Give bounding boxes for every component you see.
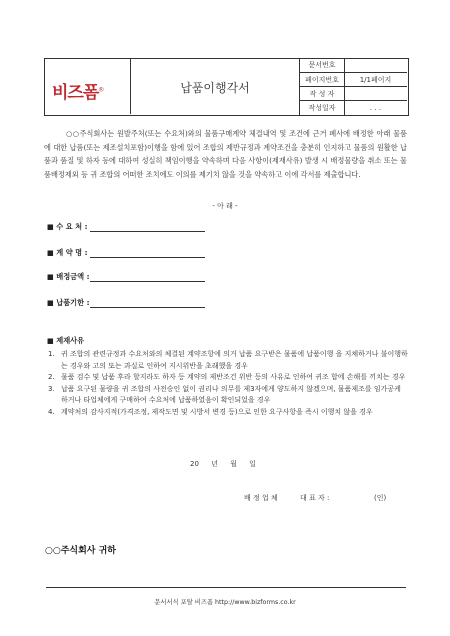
pledge-paragraph: ○○주식회사는 원발주처(또는 수요처)와의 물품구매계약 체결내역 및 조건에 근거 폐사에 배정한 아래 물품에 대한 납품(또는 제조설치포함)이행을 함에 있어 조합의 제반규정과 계약조건을 충분히 인지하고 물품의 원활한 납품과 품질 및 하자 등에 대하여 성실히 책임이행을 약속하며 다음 사항이(제재사유) 발생 시 배정물량을 취소 또는 물품배정제외 등 귀 조합의 어떠한 조치에도 이의를 제기치 않을 것을 약속하고 이에 각서를 제출합니다. [44, 129, 407, 179]
signature-seal: (인) [374, 494, 387, 502]
footer-text: 문서서식 포탈 비즈폼 http://www.bizforms.co.kr [154, 599, 296, 606]
reason-item: 2. 물품 검수 및 납품 후라 할지라도 하자 등 계약의 제반조건 위반 등의 사유로 인하여 귀조 합에 손해를 끼치는 경우 [48, 373, 406, 381]
addressee: ○○주식회사 귀하 [45, 546, 117, 556]
field-line-customer[interactable] [90, 231, 205, 232]
field-label-contract: ■ 계 약 명 : [47, 248, 88, 257]
meta-row-date: 작성일자 . . . [299, 100, 407, 115]
footer-divider [46, 587, 406, 588]
meta-row-author: 작 성 자 [299, 86, 407, 101]
field-label-amount: ■ 배정금액 : [47, 272, 90, 281]
field-line-amount[interactable] [90, 281, 205, 282]
meta-table [299, 58, 407, 114]
field-label-deadline: ■ 납품기한 : [47, 298, 90, 307]
field-line-contract[interactable] [90, 257, 205, 258]
reason-item: 1. 귀 조합의 관련규정과 수요처와의 체결된 계약조항에 의거 납품 요구받은 물품에 납품이행 을 지체하거나 불이행하는 경우와 고의 또는 과실로 인하여 지시위반을 초래했을 경우 [48, 350, 408, 370]
signature-company-label: 배 정 업 체 [244, 494, 278, 502]
reasons-list [48, 349, 408, 418]
bizforms-logo: 비즈폼® [52, 83, 104, 103]
field-label-customer: ■ 수 요 처 : [47, 222, 88, 231]
document-title: 납품이행각서 [180, 81, 250, 95]
date-line: 20 년 월 일 [190, 460, 256, 468]
reason-item: 4. 계약처의 감사지적(가격조정, 제작도면 및 시방서 변경 등)으로 인한 요구사항을 즉시 이행치 않을 경우 [48, 407, 373, 416]
field-line-deadline[interactable] [90, 307, 205, 308]
meta-row-page-number: 페이지번호 1/1페이지 [299, 72, 407, 87]
reason-item: 3. 납품 요구된 물량을 귀 조합의 사전승인 없이 권리나 의무를 제3자에게 양도하지 않겠으며, 물품제조를 임가공케 하거나 타업체에게 구매하여 수요처에 납품하였음이 확인되었을 경우 [48, 384, 401, 404]
logo-cell [44, 58, 131, 114]
title-cell [131, 58, 299, 114]
reasons-heading: ■ 제재사유 [47, 336, 85, 345]
below-heading: - 아 래 - [212, 202, 238, 210]
signature-rep-label: 대 표 자 : [300, 494, 330, 502]
meta-row-doc-number: 문서번호 [299, 58, 407, 72]
